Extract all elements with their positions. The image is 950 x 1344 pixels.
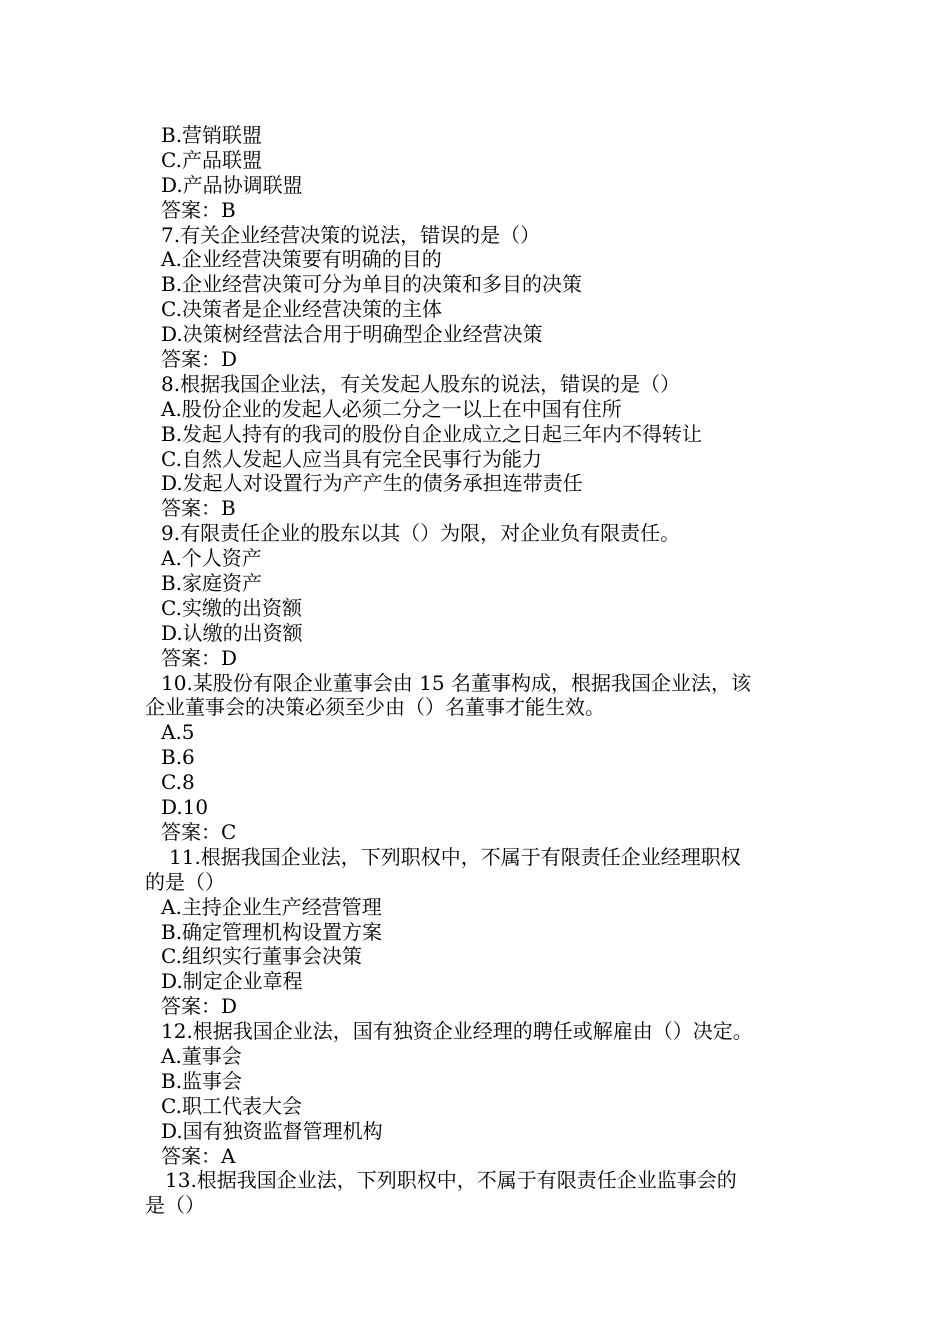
text-line: D.制定企业章程 [161, 969, 303, 994]
text-line: C.8 [161, 770, 195, 795]
text-line: 的是（） [145, 869, 225, 894]
text-line: B.发起人持有的我司的股份自企业成立之日起三年内不得转让 [161, 421, 703, 446]
text-line: 是（） [145, 1193, 205, 1218]
text-line: 企业董事会的决策必须至少由（）名董事才能生效。 [145, 695, 605, 720]
text-line: 7.有关企业经营决策的说法，错误的是（） [161, 222, 541, 247]
text-line: C.自然人发起人应当具有完全民事行为能力 [161, 446, 542, 471]
text-line: 12.根据我国企业法，国有独资企业经理的聘任或解雇由（）决定。 [161, 1019, 753, 1044]
text-line: A.主持企业生产经营管理 [161, 894, 382, 919]
text-line: 答案：D [161, 994, 238, 1019]
text-line: 10.某股份有限企业董事会由 15 名董事构成，根据我国企业法，该 [161, 670, 751, 695]
text-line: D.产品协调联盟 [161, 172, 303, 197]
text-line: D.10 [161, 795, 209, 820]
text-line: 答案：C [161, 819, 237, 844]
text-line: 答案：B [161, 197, 236, 222]
text-line: A.5 [161, 720, 195, 745]
text-line: 答案：B [161, 496, 236, 521]
text-line: A.个人资产 [161, 546, 262, 571]
text-line: 13.根据我国企业法，下列职权中，不属于有限责任企业监事会的 [165, 1168, 737, 1193]
text-line: B.确定管理机构设置方案 [161, 919, 383, 944]
text-line: 9.有限责任企业的股东以其（）为限，对企业负有限责任。 [161, 521, 681, 546]
text-line: D.发起人对设置行为产产生的债务承担连带责任 [161, 471, 583, 496]
text-line: C.职工代表大会 [161, 1093, 302, 1118]
text-line: C.产品联盟 [161, 147, 262, 172]
text-line: D.决策树经营法合用于明确型企业经营决策 [161, 322, 543, 347]
text-line: B.6 [161, 745, 195, 770]
text-line: B.监事会 [161, 1068, 243, 1093]
text-line: D.认缴的出资额 [161, 620, 303, 645]
text-line: 答案：A [161, 1143, 236, 1168]
text-line: B.企业经营决策可分为单目的决策和多目的决策 [161, 272, 583, 297]
text-line: 答案：D [161, 645, 238, 670]
document-text [145, 123, 815, 1218]
text-line: A.董事会 [161, 1043, 242, 1068]
text-line: C.组织实行董事会决策 [161, 944, 362, 969]
text-line: 11.根据我国企业法，下列职权中，不属于有限责任企业经理职权 [169, 844, 741, 869]
text-line: 8.根据我国企业法，有关发起人股东的说法，错误的是（） [161, 371, 681, 396]
text-line: A.企业经营决策要有明确的目的 [161, 247, 442, 272]
text-line: B.家庭资产 [161, 571, 263, 596]
text-line: A.股份企业的发起人必须二分之一以上在中国有住所 [161, 396, 622, 421]
text-line: D.国有独资监督管理机构 [161, 1118, 383, 1143]
text-line: B.营销联盟 [161, 123, 263, 147]
text-line: C.决策者是企业经营决策的主体 [161, 297, 442, 322]
text-line: 答案：D [161, 347, 238, 372]
text-line: C.实缴的出资额 [161, 595, 302, 620]
